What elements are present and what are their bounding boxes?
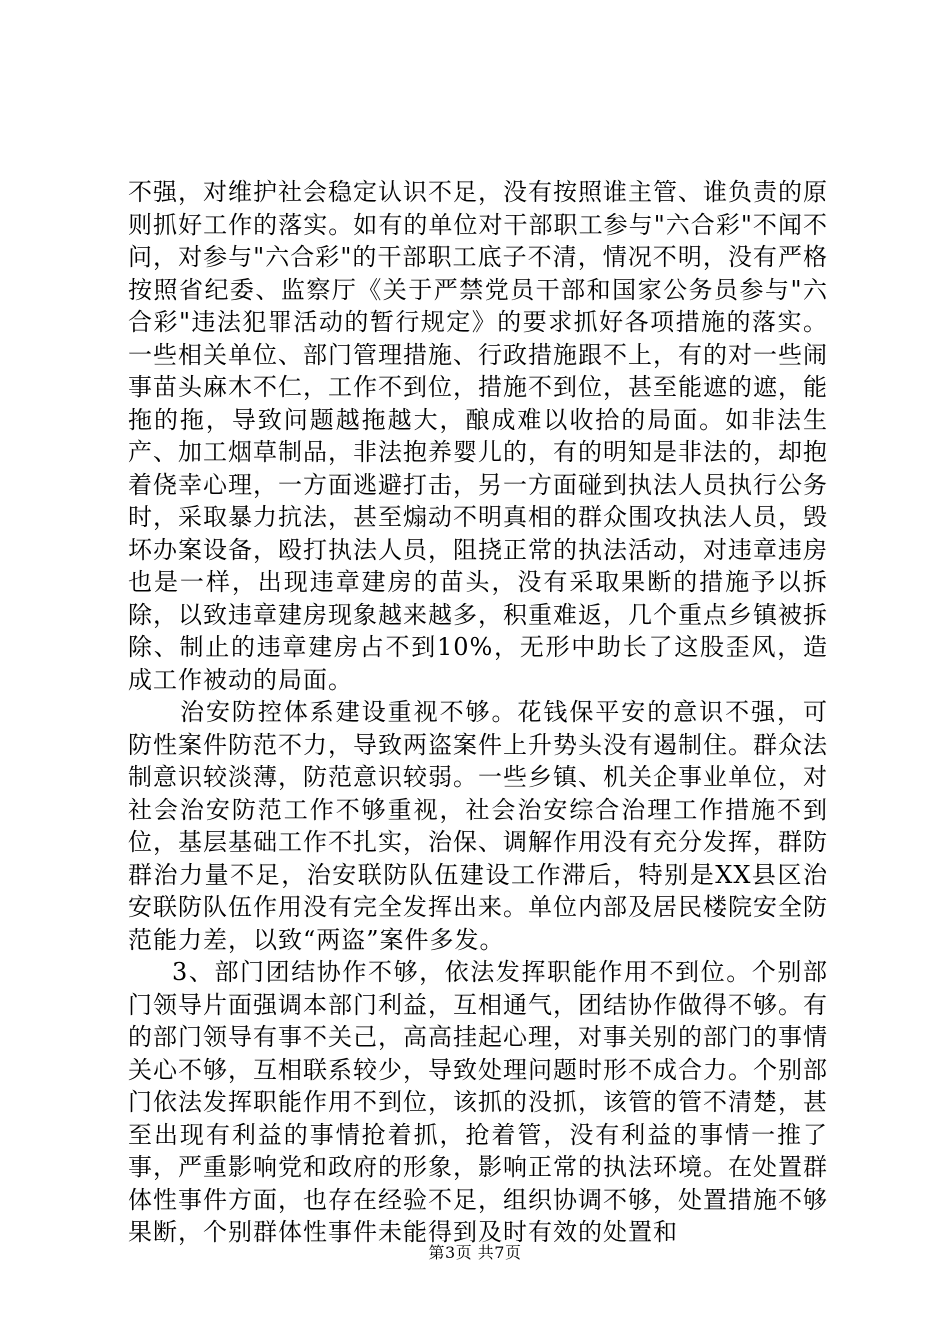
- page-number-footer: 第3页 共7页: [428, 1243, 522, 1262]
- paragraph-1: 不强，对维护社会稳定认识不足，没有按照谁主管、谁负责的原则抓好工作的落实。如有的单位对干部职工参与"六合彩"不闻不问，对参与"六合彩"的干部职工底子不清，情况不明，没有严格按照省纪委、监察厅《关于严禁党员干部和国家公务员参与"六合彩"违法犯罪活动的暂行规定》的要求抓好各项措施的落实。一些相关单位、部门管理措施、行政措施跟不上，有的对一些闹事苗头麻木不仁，工作不到位，措施不到位，甚至能遮的遮，能拖的拖，导致问题越拖越大，酿成难以收拾的局面。如非法生产、加工烟草制品，非法抱养婴儿的，有的明知是非法的，却抱着侥幸心理，一方面逃避打击，另一方面碰到执法人员执行公务时，采取暴力抗法，甚至煽动不明真相的群众围攻执法人员，毁坏办案设备，殴打执法人员，阻挠正常的执法活动，对违章违房也是一样，出现违章建房的苗头，没有采取果断的措施予以拆除，以致违章建房现象越来越多，积重难返，几个重点乡镇被拆除、制止的违章建房占不到10%，无形中助长了这股歪风，造成工作被动的局面。: [128, 178, 828, 694]
- paragraph-3: 3、部门团结协作不够，依法发挥职能作用不到位。个别部门领导片面强调本部门利益，互相通气，团结协作做得不够。有的部门领导有事不关己，高高挂起心理，对事关别的部门的事情关心不够，互相联系较少，导致处理问题时形不成合力。个别部门依法发挥职能作用不到位，该抓的没抓，该管的管不清楚，甚至出现有利益的事情抢着抓，抢着管，没有利益的事情一推了事，严重影响党和政府的形象，影响正常的执法环境。在处置群体性事件方面，也存在经验不足，组织协调不够，处置措施不够果断，个别群体性事件未能得到及时有效的处置和: [128, 958, 828, 1246]
- paragraph-2: 治安防控体系建设重视不够。花钱保平安的意识不强，可防性案件防范不力，导致两盗案件上升势头没有遏制住。群众法制意识较淡薄，防范意识较弱。一些乡镇、机关企事业单位，对社会治安防范工作不够重视，社会治安综合治理工作措施不到位，基层基础工作不扎实，治保、调解作用没有充分发挥，群防群治力量不足，治安联防队伍建设工作滞后，特别是XX县区治安联防队伍作用没有完全发挥出来。单位内部及居民楼院安全防范能力差，以致“两盗”案件多发。: [128, 698, 828, 954]
- document-body: [128, 176, 828, 1249]
